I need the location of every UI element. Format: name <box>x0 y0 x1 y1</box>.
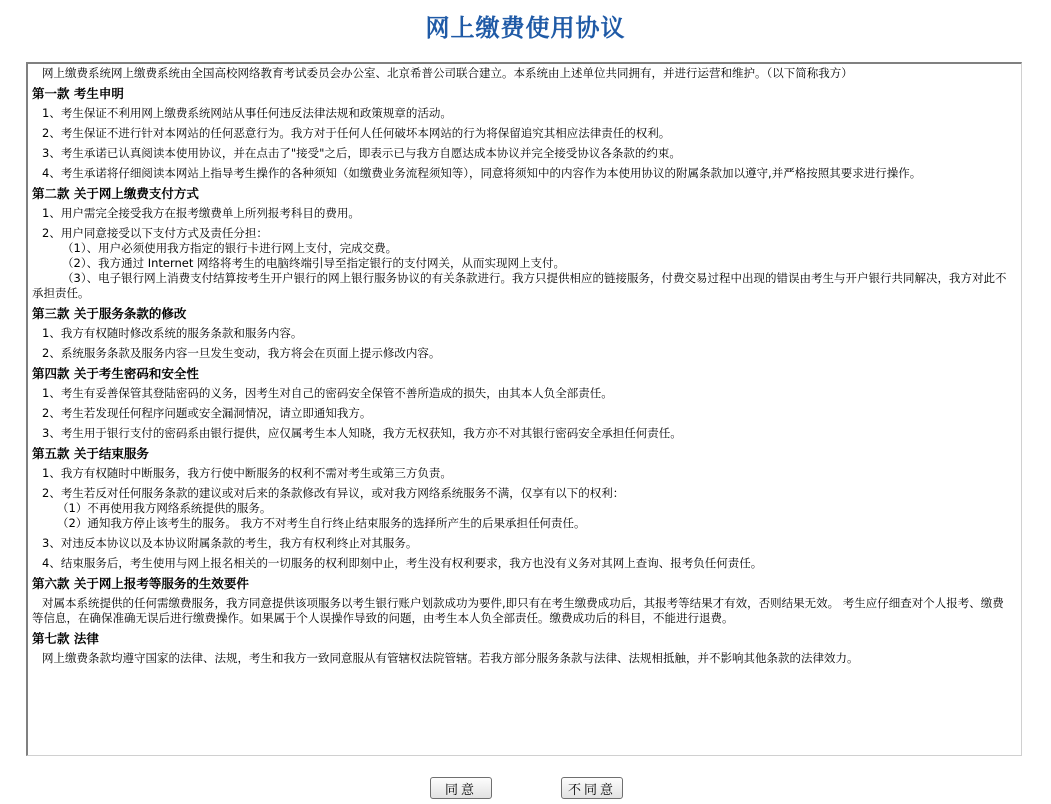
clause-2-2-2: （2）、我方通过 Internet 网络将考生的电脑终端引导至指定银行的支付网关，从而实现网上支付。 <box>62 256 566 270</box>
section-heading-7: 第七款 法律 <box>32 631 99 646</box>
clause-1-3: 3、考生承诺已认真阅读本使用协议，并在点击了"接受"之后，即表示已与我方自愿达成本协议并完全接受协议各条款的约束。 <box>42 146 681 160</box>
clause-3-1: 1、我方有权随时修改系统的服务条款和服务内容。 <box>42 326 303 340</box>
section-heading-3: 第三款 关于服务条款的修改 <box>32 306 187 321</box>
clause-1-4: 4、考生承诺将仔细阅读本网站上指导考生操作的各种须知（如缴费业务流程须知等），同意将须知中的内容作为本使用协议的附属条款加以遵守,并严格按照其要求进行操作。 <box>42 166 922 180</box>
clause-5-1: 1、我方有权随时中断服务，我方行使中断服务的权利不需对考生或第三方负责。 <box>42 466 452 480</box>
clause-2-2-3: （3）、电子银行网上消费支付结算按考生开户银行的网上银行服务协议的有关条款进行。我方只提供相应的链接服务，付费交易过程中出现的错误由考生与开户银行共同解决，我方对此不承担责任。 <box>32 271 1007 300</box>
clause-5-2-2: （2）通知我方停止该考生的服务。 我方不对考生自行终止结束服务的选择所产生的后果承担任何责任。 <box>57 516 586 530</box>
clause-2-2: 2、用户同意接受以下支付方式及责任分担： <box>42 226 268 240</box>
clause-4-2: 2、考生若发现任何程序问题或安全漏洞情况，请立即通知我方。 <box>42 406 372 420</box>
clause-1-1: 1、考生保证不利用网上缴费系统网站从事任何违反法律法规和政策规章的活动。 <box>42 106 452 120</box>
clause-5-2: 2、考生若反对任何服务条款的建议或对后来的条款修改有异议，或对我方网络系统服务不满，仅享有以下的权利： <box>42 486 625 500</box>
clause-4-3: 3、考生用于银行支付的密码系由银行提供，应仅属考生本人知晓，我方无权获知，我方亦不对其银行密码安全承担任何责任。 <box>42 426 682 440</box>
clause-7-1: 网上缴费条款均遵守国家的法律、法规，考生和我方一致同意服从有管辖权法院管辖。若我方部分服务条款与法律、法规相抵触，并不影响其他条款的法律效力。 <box>42 651 859 665</box>
clause-1-2: 2、考生保证不进行针对本网站的任何恶意行为。我方对于任何人任何破坏本网站的行为将保留追究其相应法律责任的权利。 <box>42 126 671 140</box>
section-heading-6: 第六款 关于网上报考等服务的生效要件 <box>32 576 249 591</box>
agreement-textarea[interactable] <box>26 62 1022 756</box>
clause-5-3: 3、对违反本协议以及本协议附属条款的考生，我方有权利终止对其服务。 <box>42 536 418 550</box>
agreement-content <box>32 66 1012 671</box>
button-row <box>0 777 1051 801</box>
section-heading-1: 第一款 考生申明 <box>32 86 124 101</box>
agree-button[interactable]: 同意 <box>430 777 492 799</box>
intro-paragraph: 网上缴费系统网上缴费系统由全国高校网络教育考试委员会办公室、北京希普公司联合建立。本系统由上述单位共同拥有，并进行运营和维护。（以下简称我方） <box>42 66 853 80</box>
clause-6-1: 对属本系统提供的任何需缴费服务，我方同意提供该项服务以考生银行账户划款成功为要件,即只有在考生缴费成功后，其报考等结果才有效，否则结果无效。 考生应仔细查对个人报考、缴费等信息，在确保准确无误后进行缴费操作。如果属于个人误操作导致的问题，由考生本人负全部责任。缴费成功后的科目，不能进行退费。 <box>32 596 1004 625</box>
clause-5-2-1: （1）不再使用我方网络系统提供的服务。 <box>57 501 272 515</box>
clause-2-2-1: （1）、用户必须使用我方指定的银行卡进行网上支付，完成交费。 <box>62 241 398 255</box>
disagree-button[interactable]: 不同意 <box>561 777 623 799</box>
clause-2-1: 1、用户需完全接受我方在报考缴费单上所列报考科目的费用。 <box>42 206 360 220</box>
clause-3-2: 2、系统服务条款及服务内容一旦发生变动，我方将会在页面上提示修改内容。 <box>42 346 441 360</box>
clause-5-4: 4、结束服务后，考生使用与网上报名相关的一切服务的权利即刻中止，考生没有权利要求，我方也没有义务对其网上查询、报考负任何责任。 <box>42 556 763 570</box>
section-heading-4: 第四款 关于考生密码和安全性 <box>32 366 199 381</box>
section-heading-2: 第二款 关于网上缴费支付方式 <box>32 186 199 201</box>
clause-4-1: 1、考生有妥善保管其登陆密码的义务，因考生对自己的密码安全保管不善所造成的损失，由其本人负全部责任。 <box>42 386 613 400</box>
page-title: 网上缴费使用协议 <box>425 13 626 42</box>
section-heading-5: 第五款 关于结束服务 <box>32 446 149 461</box>
